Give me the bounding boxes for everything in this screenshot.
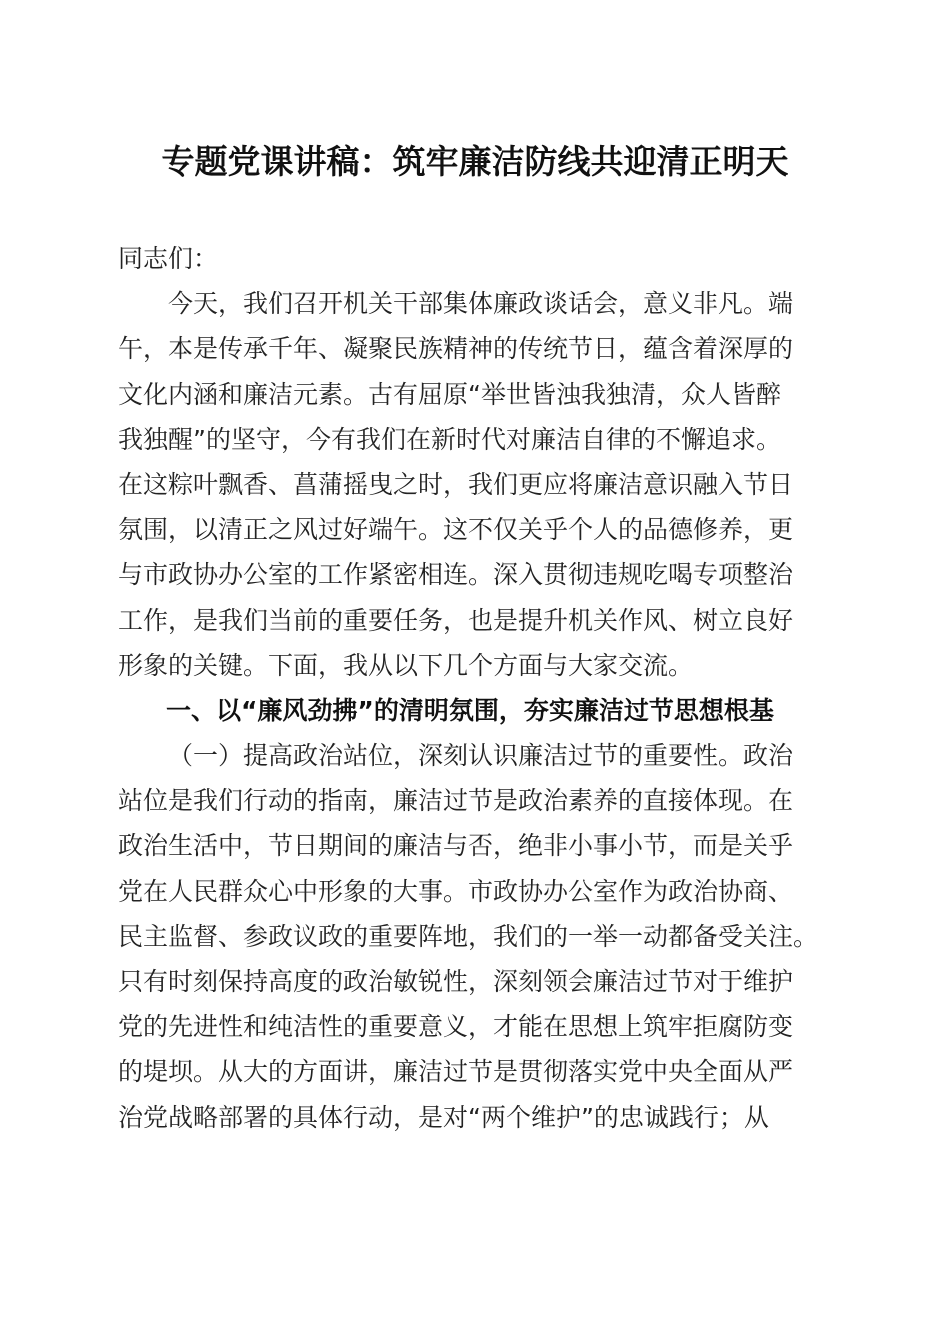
paragraph-line: 今天，我们召开机关干部集体廉政谈话会，意义非凡。端 [168, 289, 794, 319]
salutation: 同志们： [118, 244, 219, 273]
paragraph-line: 民主监督、参政议政的重要阵地，我们的一举一动都备受关注。 [118, 921, 819, 951]
paragraph-line: 工作，是我们当前的重要任务，也是提升机关作风、树立良好 [118, 605, 794, 635]
paragraph-line: 我独醒”的坚守，今有我们在新时代对廉洁自律的不懈追求。 [118, 424, 781, 454]
paragraph-line: 在这粽叶飘香、菖蒲摇曳之时，我们更应将廉洁意识融入节日 [118, 469, 794, 499]
paragraph-line: 政治生活中，节日期间的廉洁与否，绝非小事小节，而是关乎 [118, 831, 794, 861]
paragraph-line: 与市政协办公室的工作紧密相连。深入贯彻违规吃喝专项整治 [118, 560, 794, 590]
paragraph-line: 站位是我们行动的指南，廉洁过节是政治素养的直接体现。在 [118, 786, 794, 816]
paragraph-line: 午，本是传承千年、凝聚民族精神的传统节日，蕴含着深厚的 [118, 334, 794, 364]
paragraph-line: 只有时刻保持高度的政治敏锐性，深刻领会廉洁过节对于维护 [118, 967, 794, 996]
paragraph-line: （一）提高政治站位，深刻认识廉洁过节的重要性。政治 [168, 741, 794, 771]
paragraph-line: 氛围，以清正之风过好端午。这不仅关乎个人的品德修养，更 [118, 515, 794, 545]
document-title: 专题党课讲稿：筑牢廉洁防线共迎清正明天 [161, 142, 789, 181]
paragraph-line: 治党战略部署的具体行动，是对“两个维护”的忠诚践行；从 [118, 1102, 769, 1132]
paragraph-line: 形象的关键。下面，我从以下几个方面与大家交流。 [118, 650, 694, 680]
section-heading: 一、以“廉风劲拂”的清明氛围，夯实廉洁过节思想根基 [166, 695, 774, 725]
paragraph-line: 的堤坝。从大的方面讲，廉洁过节是贯彻落实党中央全面从严 [118, 1057, 794, 1087]
paragraph-line: 党在人民群众心中形象的大事。市政协办公室作为政治协商、 [118, 876, 794, 906]
paragraph-line: 党的先进性和纯洁性的重要意义，才能在思想上筑牢拒腐防变 [118, 1012, 794, 1042]
document-body [118, 236, 842, 1140]
paragraph-line: 文化内涵和廉洁元素。古有屈原“举世皆浊我独清，众人皆醉 [118, 379, 781, 409]
